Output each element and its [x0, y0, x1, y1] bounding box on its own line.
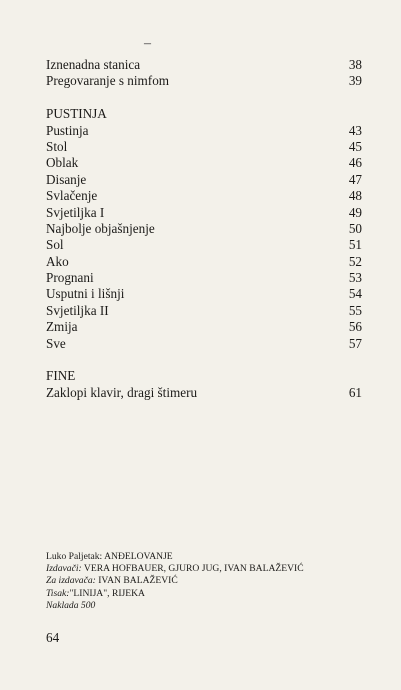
toc-entry-title: Ako	[46, 253, 69, 269]
toc-entry-title: Svjetiljka I	[46, 204, 105, 220]
toc-entry-page: 53	[348, 270, 362, 286]
toc-entry-page: 48	[348, 188, 362, 204]
colophon-label: Izdavači:	[46, 563, 82, 575]
colophon-edition: Naklada 500	[46, 599, 96, 611]
toc-entry-page: 43	[348, 122, 362, 138]
section-heading-fine: FINE	[46, 368, 76, 384]
toc-entry	[46, 286, 362, 302]
toc-entry-page: 46	[348, 155, 362, 171]
toc-entry	[46, 57, 362, 73]
toc-entry-page: 50	[348, 220, 362, 236]
colophon-label: Tisak:	[46, 587, 70, 599]
toc-entry	[46, 73, 362, 89]
toc-entry	[46, 303, 362, 319]
colophon-label: Za izdavača:	[46, 575, 96, 587]
colophon-for-publisher	[46, 575, 366, 587]
toc-entry-page: 52	[348, 253, 362, 269]
toc-entry	[46, 385, 362, 401]
toc-entry-page: 39	[348, 73, 362, 89]
toc-entry-title: Zmija	[46, 319, 78, 335]
top-dash-mark: –	[144, 36, 151, 51]
toc-entry-page: 54	[348, 286, 362, 302]
toc-entry-title: Iznenadna stanica	[46, 57, 141, 72]
section-heading-pustinja: PUSTINJA	[46, 106, 107, 122]
toc-entry-page: 47	[348, 171, 362, 187]
toc-entry-title: Svlačenje	[46, 188, 98, 204]
toc-entry	[46, 254, 362, 270]
toc-entry-title: Zaklopi klavir, dragi štimeru	[46, 384, 198, 400]
toc-entry-title: Disanje	[46, 171, 87, 187]
toc-entry-title: Prognani	[46, 270, 94, 286]
toc-entry-page: 51	[348, 237, 362, 253]
toc-entry-title: Oblak	[46, 155, 79, 171]
toc-entry-page: 38	[348, 57, 362, 72]
toc-entry	[46, 155, 362, 171]
colophon-publishers	[46, 563, 366, 575]
toc-entry-title: Stol	[46, 138, 68, 154]
toc-entry	[46, 139, 362, 155]
toc-entry-title: Najbolje objašnjenje	[46, 220, 155, 236]
toc-entry	[46, 270, 362, 286]
toc-entry-title: Sol	[46, 237, 64, 253]
page-number: 64	[46, 630, 60, 645]
table-of-contents	[46, 57, 362, 401]
colophon-printing	[46, 588, 366, 600]
colophon-value: "LINIJA", RIJEKA	[69, 587, 145, 599]
toc-entry-page: 45	[348, 138, 362, 154]
toc-entry-title: Sve	[46, 335, 66, 351]
colophon-value: IVAN BALAŽEVIĆ	[95, 575, 178, 587]
toc-entry-page: 61	[348, 384, 362, 400]
toc-entry-page: 56	[348, 319, 362, 335]
toc-entry-page: 49	[348, 204, 362, 220]
toc-entry	[46, 205, 362, 221]
toc-entry-page: 57	[348, 335, 362, 351]
toc-entry	[46, 237, 362, 253]
toc-entry-page: 55	[348, 302, 362, 318]
toc-entry	[46, 188, 362, 204]
toc-entry-title: Svjetiljka II	[46, 302, 109, 318]
toc-entry	[46, 336, 362, 352]
toc-entry	[46, 319, 362, 335]
toc-entry-title: Pustinja	[46, 122, 89, 138]
colophon-title: Luko Paljetak: ANĐELOVANJE	[46, 551, 173, 562]
toc-entry-title: Pregovaranje s nimfom	[46, 73, 170, 89]
toc-entry	[46, 221, 362, 237]
colophon	[46, 551, 366, 612]
toc-entry	[46, 123, 362, 139]
toc-entry-title: Usputni i lišnji	[46, 286, 125, 302]
colophon-value: VERA HOFBAUER, GJURO JUG, IVAN BALAŽEVIĆ	[81, 563, 304, 575]
toc-entry	[46, 172, 362, 188]
